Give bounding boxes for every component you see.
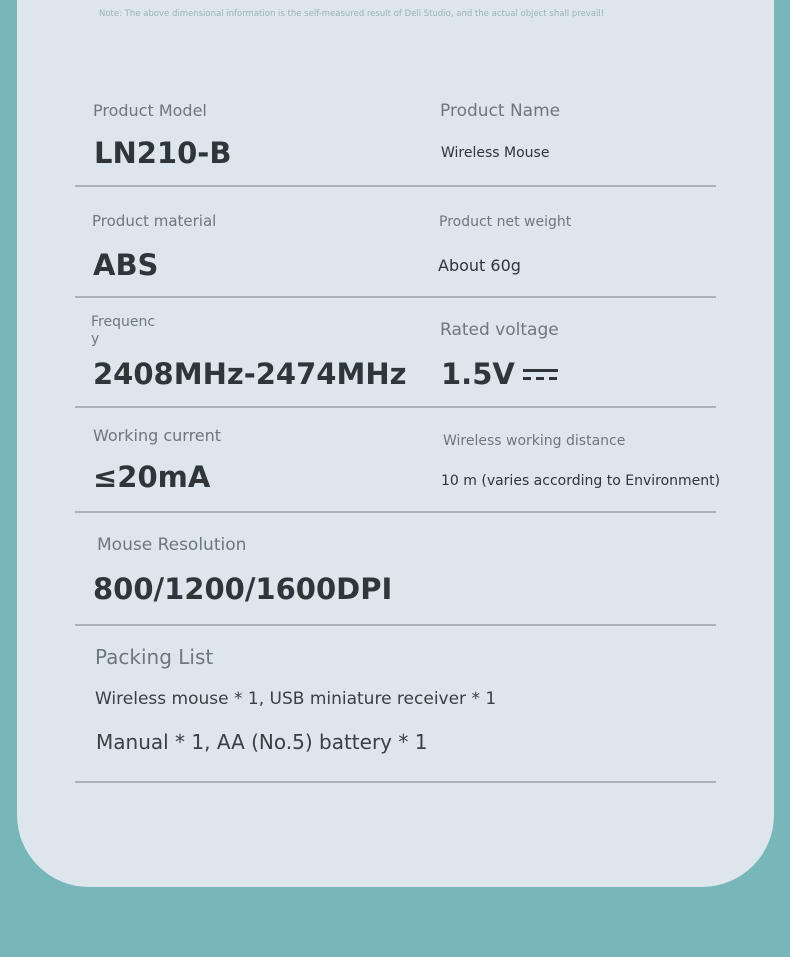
product-name-label: Product Name [440, 101, 561, 121]
mouse-resolution-label: Mouse Resolution [97, 535, 247, 555]
wireless-distance-value: 10 m (varies according to Environment) [441, 473, 721, 489]
divider-6 [75, 781, 716, 783]
frequency-value: 2408MHz-2474MHz [93, 357, 407, 391]
packing-list-label: Packing List [95, 645, 214, 669]
frequency-label-line1: Frequenc [91, 314, 156, 330]
working-current-value: ≤20mA [93, 460, 211, 494]
product-material-label: Product material [92, 212, 217, 230]
mouse-resolution-value: 800/1200/1600DPI [93, 572, 393, 606]
rated-voltage-label: Rated voltage [440, 320, 559, 340]
packing-list-line2: Manual * 1, AA (No.5) battery * 1 [96, 730, 428, 754]
rated-voltage-value: 1.5V [441, 357, 515, 391]
wireless-distance-label: Wireless working distance [443, 433, 626, 449]
rated-voltage-value-wrap [441, 357, 558, 391]
working-current-label: Working current [93, 426, 222, 445]
frequency-label-line2: y [91, 331, 100, 347]
product-weight-label: Product net weight [439, 214, 572, 230]
divider-3 [75, 406, 716, 408]
product-material-value: ABS [93, 248, 159, 282]
divider-2 [75, 296, 716, 298]
divider-4 [75, 511, 716, 513]
disclaimer-note: Note: The above dimensional information is the self-measured result of Deli Studio, and the actual object shall prevail! [99, 9, 605, 19]
divider-5 [75, 624, 716, 626]
divider-1 [75, 185, 716, 187]
product-name-value: Wireless Mouse [441, 145, 550, 161]
product-model-label: Product Model [93, 101, 207, 120]
product-weight-value: About 60g [438, 256, 521, 275]
dc-symbol-icon [523, 369, 558, 383]
packing-list-line1: Wireless mouse * 1, USB miniature receiver * 1 [95, 689, 497, 709]
product-model-value: LN210-B [94, 136, 232, 170]
